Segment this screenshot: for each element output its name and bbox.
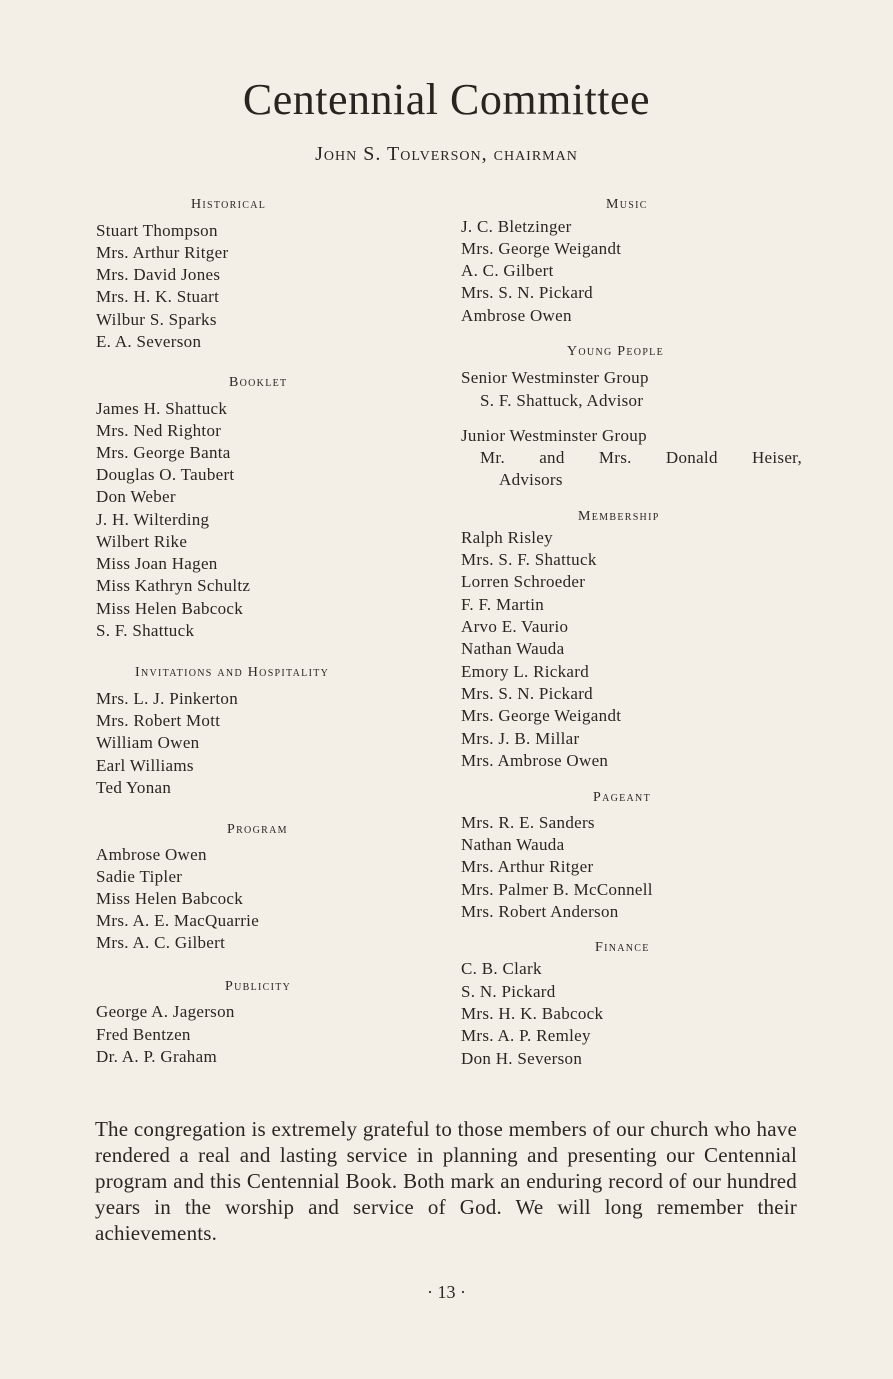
member-name: Earl Williams — [96, 756, 194, 775]
member-name: Sadie Tipler — [96, 867, 183, 886]
member-name: C. B. Clark — [461, 959, 542, 978]
member-name: Mrs. S. N. Pickard — [461, 684, 593, 703]
section-heading-invitations: Invitations and Hospitality — [135, 665, 330, 680]
member-name: Mrs. Robert Mott — [96, 711, 221, 730]
member-name: Mrs. J. B. Millar — [461, 729, 580, 748]
advisor-line: Advisors — [499, 470, 563, 489]
section-heading-music: Music — [606, 197, 648, 212]
member-name: E. A. Severson — [96, 332, 202, 351]
member-name: Don H. Severson — [461, 1049, 583, 1068]
member-name: Emory L. Rickard — [461, 662, 590, 681]
member-name: Miss Kathryn Schultz — [96, 576, 251, 595]
member-name: A. C. Gilbert — [461, 261, 554, 280]
member-name: Mrs. A. E. MacQuarrie — [96, 911, 260, 930]
member-name: S. F. Shattuck — [96, 621, 195, 640]
member-name: Arvo E. Vaurio — [461, 617, 569, 636]
section-heading-pageant: Pageant — [593, 790, 651, 805]
member-name: Stuart Thompson — [96, 221, 218, 240]
member-name: Mrs. A. C. Gilbert — [96, 933, 226, 952]
advisor-line: Mr. and Mrs. Donald Heiser, — [480, 448, 802, 467]
member-name: Mrs. Ned Rightor — [96, 421, 222, 440]
member-name: Miss Helen Babcock — [96, 599, 244, 618]
member-name: Ted Yonan — [96, 778, 172, 797]
member-name: Mrs. R. E. Sanders — [461, 813, 595, 832]
page-title: Centennial Committee — [242, 75, 651, 124]
section-heading-finance: Finance — [595, 940, 650, 955]
member-name: Mrs. Robert Anderson — [461, 902, 619, 921]
member-name: Miss Helen Babcock — [96, 889, 244, 908]
member-name: Mrs. Arthur Ritger — [461, 857, 594, 876]
section-heading-program: Program — [227, 822, 288, 837]
member-name: Miss Joan Hagen — [96, 554, 218, 573]
member-name: Mrs. S. F. Shattuck — [461, 550, 597, 569]
member-name: Fred Bentzen — [96, 1025, 191, 1044]
member-name: Mrs. Palmer B. McConnell — [461, 880, 653, 899]
member-name: Lorren Schroeder — [461, 572, 586, 591]
member-name: Dr. A. P. Graham — [96, 1047, 217, 1066]
member-name: James H. Shattuck — [96, 399, 228, 418]
member-name: Mrs. A. P. Remley — [461, 1026, 591, 1045]
member-name: Douglas O. Taubert — [96, 465, 235, 484]
member-name: S. N. Pickard — [461, 982, 556, 1001]
member-name: Mrs. David Jones — [96, 265, 221, 284]
member-name: Don Weber — [96, 487, 176, 506]
member-name: F. F. Martin — [461, 595, 545, 614]
section-heading-booklet: Booklet — [229, 375, 288, 390]
member-name: Wilbur S. Sparks — [96, 310, 217, 329]
member-name: Mrs. George Banta — [96, 443, 231, 462]
member-name: Ambrose Owen — [96, 845, 207, 864]
section-heading-publicity: Publicity — [225, 979, 292, 994]
member-name: Mrs. H. K. Stuart — [96, 287, 220, 306]
group-name: Junior Westminster Group — [461, 426, 647, 445]
group-name: Senior Westminster Group — [461, 368, 649, 387]
page-number: · 13 · — [427, 1282, 466, 1302]
member-name: Ralph Risley — [461, 528, 553, 547]
member-name: Mrs. George Weigandt — [461, 239, 622, 258]
section-heading-young-people: Young People — [567, 344, 664, 359]
member-name: Mrs. Ambrose Owen — [461, 751, 609, 770]
member-name: Mrs. H. K. Babcock — [461, 1004, 604, 1023]
member-name: Nathan Wauda — [461, 639, 565, 658]
member-name: J. C. Bletzinger — [461, 217, 572, 236]
member-name: Mrs. Arthur Ritger — [96, 243, 229, 262]
member-name: Ambrose Owen — [461, 306, 572, 325]
closing-paragraph: The congregation is extremely grateful to those members of our church who have rendered a real and lasting service in planning and presenting our Centennial program and this Centennial Book. Both mark an enduring record of our hundred years in the worship and service of God. We will long remember their achievements. — [95, 1117, 797, 1245]
member-name: George A. Jagerson — [96, 1002, 235, 1021]
member-name: Mrs. L. J. Pinkerton — [96, 689, 238, 708]
member-name: Nathan Wauda — [461, 835, 565, 854]
member-name: William Owen — [96, 733, 200, 752]
member-name: Mrs. S. N. Pickard — [461, 283, 593, 302]
chairman-line: John S. Tolverson, chairman — [315, 143, 578, 165]
advisor-line: S. F. Shattuck, Advisor — [480, 391, 644, 410]
section-heading-historical: Historical — [191, 197, 267, 212]
member-name: J. H. Wilterding — [96, 510, 210, 529]
member-name: Wilbert Rike — [96, 532, 188, 551]
member-name: Mrs. George Weigandt — [461, 706, 622, 725]
section-heading-membership: Membership — [578, 509, 660, 524]
